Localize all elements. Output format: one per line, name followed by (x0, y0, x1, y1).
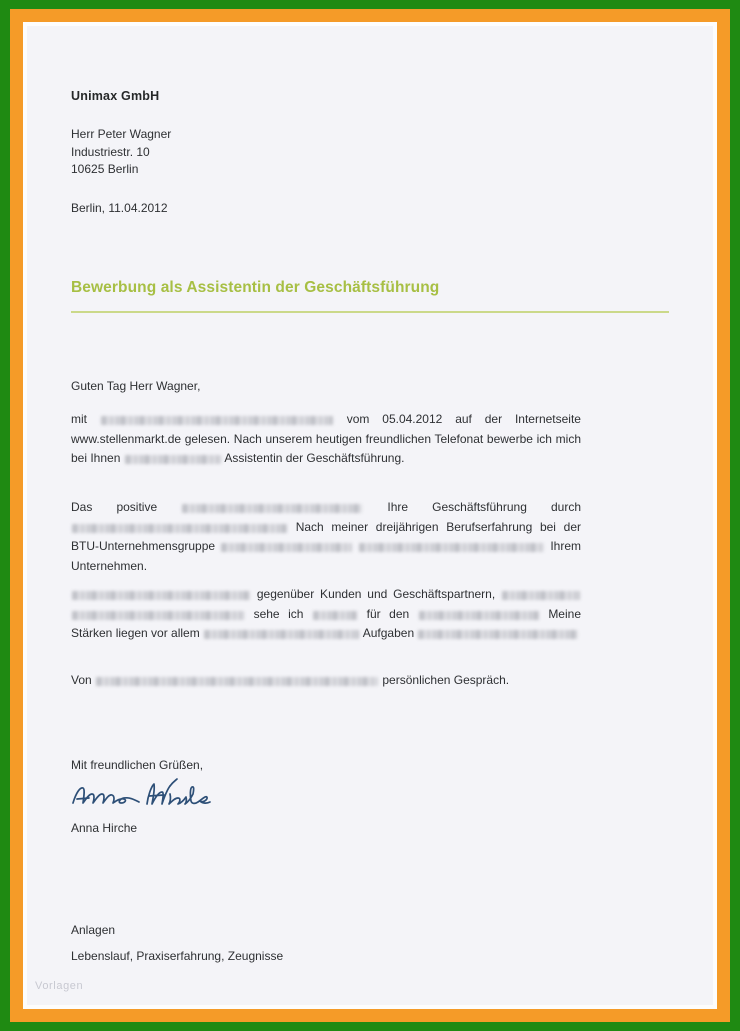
redacted-text (96, 677, 378, 686)
redacted-text (101, 416, 333, 425)
subject-headline-rule (71, 311, 669, 313)
recipient-city: 10625 Berlin (71, 162, 139, 176)
recipient-block (71, 89, 581, 215)
body-paragraph-3: gegenüber Kunden und Geschäftspartnern, sehe ich für den Meine Stärken liegen vor allem Aufgaben (71, 587, 581, 641)
salutation: Guten Tag Herr Wagner, (71, 379, 201, 393)
redacted-text (125, 455, 221, 464)
body-paragraph-2: Das positive Ihre Geschäftsführung durch Nach meiner dreijährigen Berufserfahrung bei der BTU-Unternehmensgruppe Ihrem Unternehmen. (71, 500, 581, 573)
recipient-contact-name: Herr Peter Wagner (71, 127, 172, 141)
redacted-text (502, 591, 580, 600)
redacted-text (313, 611, 357, 620)
redacted-text (359, 543, 544, 552)
recipient-address (71, 126, 581, 179)
redacted-text (221, 543, 352, 552)
typed-signature-name: Anna Hirche (71, 821, 138, 835)
handwritten-signature (69, 774, 219, 821)
subject-headline (71, 279, 669, 313)
redacted-text (204, 630, 359, 639)
signature-icon (69, 774, 219, 816)
attachments-title: Anlagen (71, 923, 116, 937)
redacted-text (72, 611, 244, 620)
closing-salutation: Mit freundlichen Grüßen, (71, 758, 204, 772)
redacted-text (419, 611, 539, 620)
dateline: Berlin, 11.04.2012 (71, 200, 168, 215)
redacted-text (72, 591, 250, 600)
redacted-text (418, 630, 578, 639)
body-paragraph-4: Von persönlichen Gespräch. (71, 673, 510, 687)
recipient-street: Industriestr. 10 (71, 144, 150, 159)
letter-page (27, 26, 713, 1005)
recipient-company: Unimax GmbH (71, 89, 160, 103)
redacted-text (72, 524, 287, 533)
subject-headline-text: Bewerbung als Assistentin der Geschäftsführung (71, 279, 440, 296)
attachments-list: Lebenslauf, Praxiserfahrung, Zeugnisse (71, 949, 284, 963)
body-paragraph-1: mit vom 05.04.2012 auf der Internetseite www.stellenmarkt.de gelesen. Nach unserem heutigen freundlichen Telefonat bewerbe ich mich bei Ihnen Assistentin der Geschäftsführung. (71, 412, 581, 466)
redacted-text (182, 504, 362, 513)
page-watermark: Vorlagen (35, 980, 84, 992)
